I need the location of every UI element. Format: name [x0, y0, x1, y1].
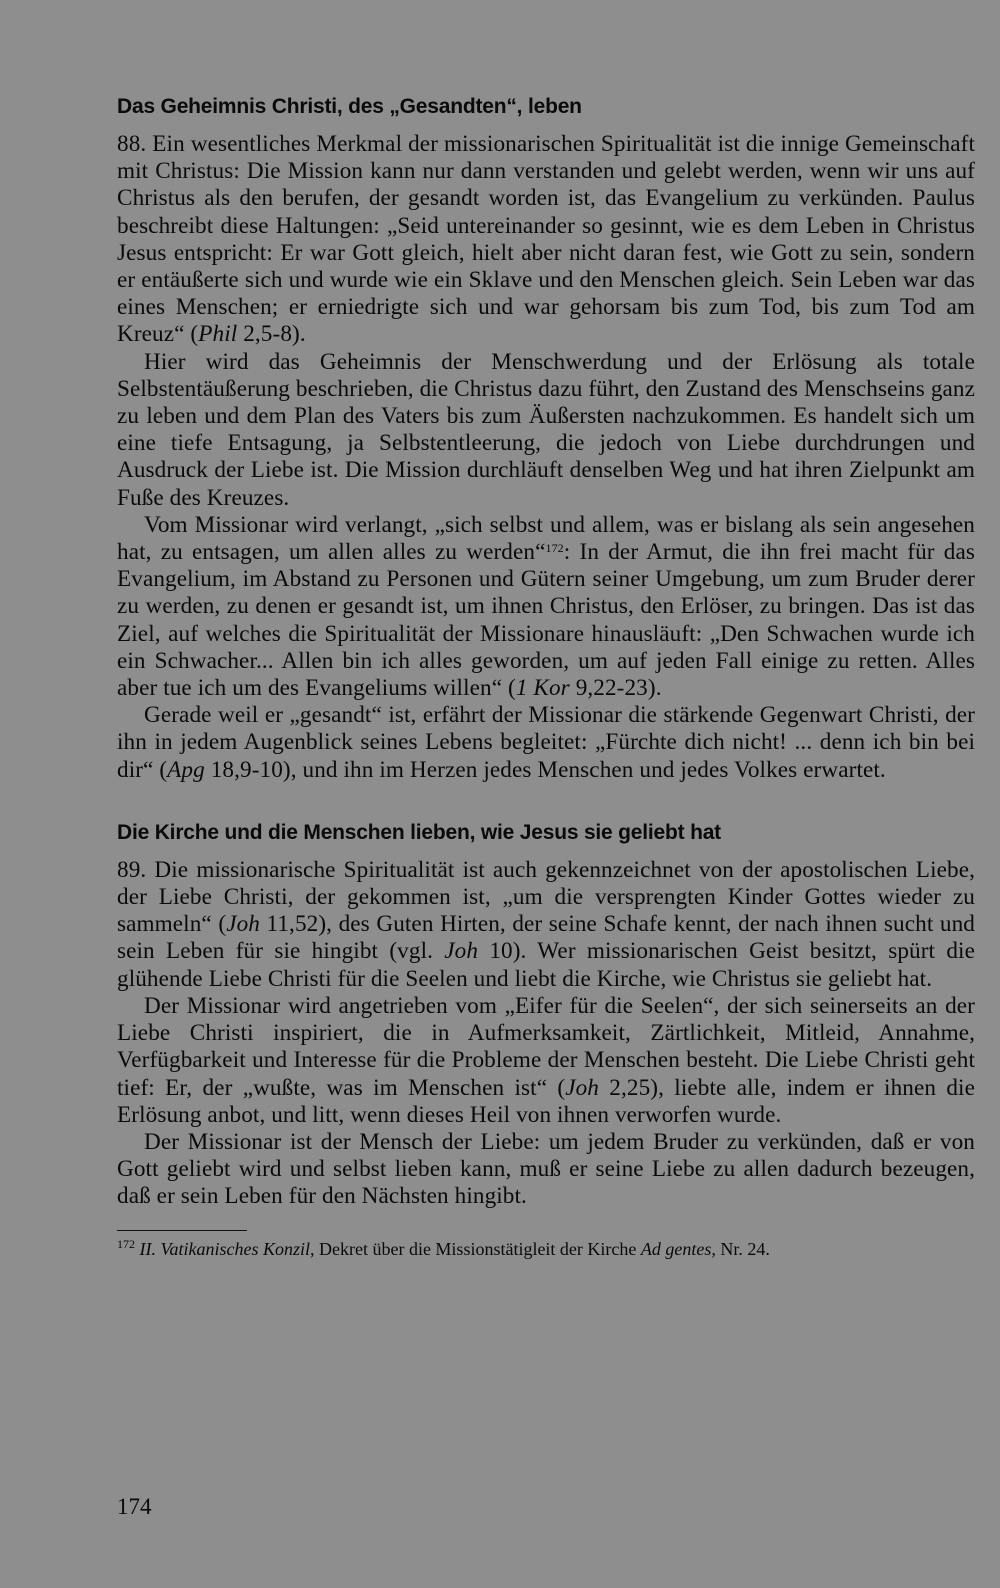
- paragraph-88-4-text: Gerade weil er „gesandt“ ist, erfährt der Missionar die stärkende Gegenwart Christi, der ihn in jedem Augenblick seines Lebens begleitet: „Fürchte dich nicht! ... denn ich bin bei dir“ (: [117, 702, 975, 783]
- bible-reference-book: Phil: [198, 321, 238, 348]
- footnote-source: II. Vatikanisches Konzil,: [139, 1238, 315, 1259]
- paragraph-88-4: [117, 702, 975, 784]
- paragraph-89: [117, 857, 975, 993]
- footnote-title: Ad gentes,: [640, 1238, 716, 1259]
- paragraph-88-3: [117, 512, 975, 702]
- footnote: [117, 1237, 975, 1261]
- bible-reference-verse: 2,5-8).: [237, 321, 306, 348]
- section-heading-2: Die Kirche und die Menschen lieben, wie Jesus sie geliebt hat: [117, 820, 721, 844]
- paragraph-88-4-text-cont: 18,9-10), und ihn im Herzen jedes Menschen und jedes Volkes erwartet.: [204, 756, 886, 783]
- paragraph-88-2: Hier wird das Geheimnis der Menschwerdung und der Erlösung als totale Selbstentäußerung beschrieben, die Christus dazu führt, den Zustand des Menschseins ganz zu leben und dem Plan des Vaters bis zum Äußersten nachzukommen. Es handelt sich um eine tiefe Entsagung, ja Selbstentleerung, die jedoch von Liebe durchdrungen und Ausdruck der Liebe ist. Die Mission durchläuft denselben Weg und hat ihren Zielpunkt am Fuße des Kreuzes.: [117, 348, 975, 511]
- paragraph-89-2: [117, 993, 975, 1129]
- page-number: 174: [117, 1494, 152, 1519]
- page-content: [117, 92, 975, 1261]
- paragraph-89-text-end: 10). Wer missionarischen Geist besitzt, spürt die glühende Liebe Christi für die Seelen und liebt die Kirche, wie Christus sie geliebt hat.: [117, 938, 975, 992]
- footnote-divider: [117, 1230, 247, 1231]
- bible-reference-book: 1 Kor: [515, 675, 570, 702]
- footnote-reference-mark: 172: [545, 541, 564, 556]
- paragraph-88-3-text: Vom Missionar wird verlangt, „sich selbst und allem, was er bislang als sein angesehen hat, zu entsagen, um allen alles zu werden“: [117, 511, 975, 566]
- bible-reference-book: Apg: [167, 756, 205, 783]
- paragraph-89-text-cont: 11,52), des Guten Hirten, der seine Schafe kennt, der nach ihnen sucht und sein Leben für sie hingibt (vgl.: [117, 911, 975, 965]
- section-heading-1: Das Geheimnis Christi, des „Gesandten“, leben: [117, 95, 582, 118]
- paragraph-88-3-text-cont: : In der Armut, die ihn frei macht für das Evangelium, im Abstand zu Personen und Gütern seiner Umgebung, um zum Bruder derer zu werden, zu denen er gesandt ist, um ihnen Christus, den Erlöser, zu bringen. Das ist das Ziel, auf welches die Spiritualität der Missionare hinausläuft: „Den Schwachen wurde ich ein Schwacher... Allen bin ich alles geworden, um auf jeden Fall einige zu retten. Alles aber tue ich um des Evangeliums willen“ (: [117, 539, 975, 702]
- paragraph-89-3: Der Missionar ist der Mensch der Liebe: um jedem Bruder zu verkünden, daß er von Gott geliebt wird und selbst lieben kann, muß er seine Liebe zu allen dadurch bezeugen, daß er sein Leben für den Nächsten hingibt.: [117, 1128, 975, 1210]
- paragraph-89-text: 89. Die missionarische Spiritualität ist auch gekennzeichnet von der apostolischen Liebe, der Liebe Christi, der gekommen ist, „um die versprengten Kinder Gottes wieder zu sammeln“ (: [117, 856, 975, 938]
- bible-reference-verse: 9,22-23).: [569, 675, 662, 702]
- footnote-mark: 172: [117, 1236, 135, 1251]
- footnote-text-end: Nr. 24.: [715, 1238, 770, 1259]
- bible-reference-book: Joh: [226, 911, 260, 938]
- paragraph-89-2-text: Der Missionar wird angetrieben vom „Eifer für die Seelen“, der sich seinerseits an der Liebe Christi inspiriert, die in Aufmerksamkeit, Zärtlichkeit, Mitleid, Annahme, Verfügbarkeit und Interesse für die Probleme der Menschen besteht. Die Liebe Christi geht tief: Er, der „wußte, was im Menschen ist“ (: [117, 992, 975, 1101]
- paragraph-88: [117, 131, 975, 349]
- bible-reference-book: Joh: [565, 1074, 599, 1101]
- paragraph-89-2-text-cont: 2,25), liebte alle, indem er ihnen die Erlösung anbot, und litt, wenn dieses Heil von ihnen verworfen wurde.: [117, 1074, 975, 1128]
- footnote-text: Dekret über die Missionstätigleit der Kirche: [314, 1238, 641, 1259]
- bible-reference-book: Joh: [444, 938, 479, 965]
- section-spacer: [117, 784, 975, 818]
- paragraph-88-text: 88. Ein wesentliches Merkmal der missionarischen Spiritualität ist die innige Gemeinschaft mit Christus: Die Mission kann nur dann verstanden und gelebt werden, wenn wir uns auf Christus als den berufen, der gesandt worden ist, das Evangelium zu verkünden. Paulus beschreibt diese Haltungen: „Seid untereinander so gesinnt, wie es dem Leben in Christus Jesus entspricht: Er war Gott gleich, hielt aber nicht daran fest, wie Gott zu sein, sondern er entäußerte sich und wurde wie ein Sklave und den Menschen gleich. Sein Leben war das eines Menschen; er erniedrigte sich und war gehorsam bis zum Tod, bis zum Tod am Kreuz“ (: [117, 131, 975, 348]
